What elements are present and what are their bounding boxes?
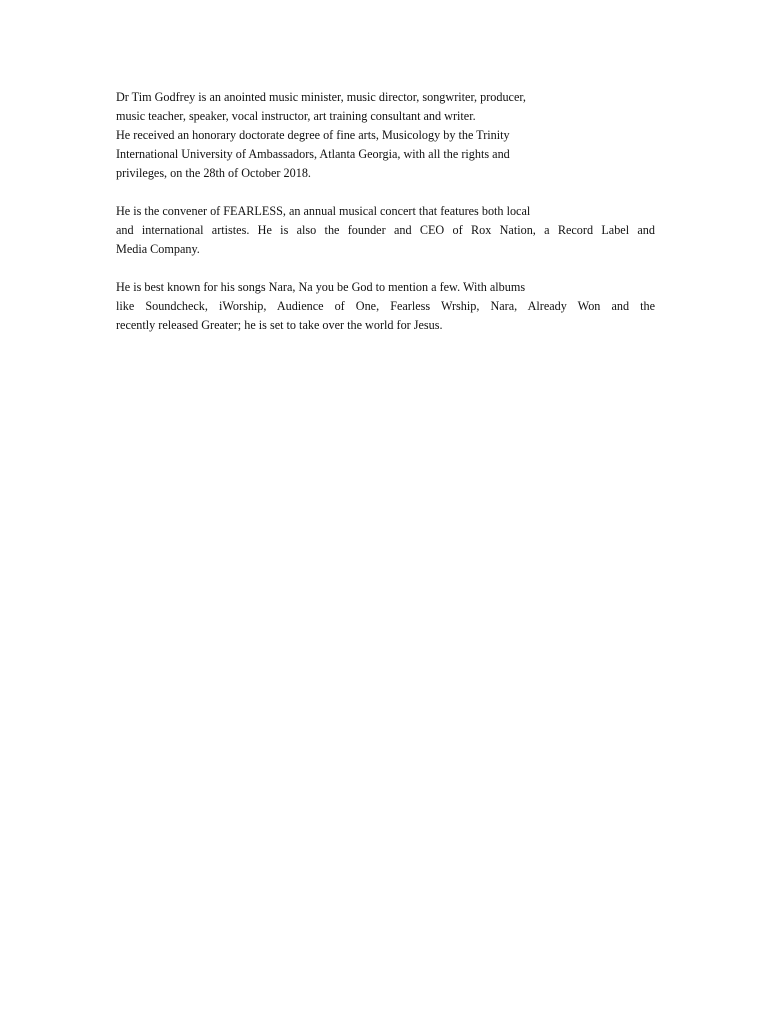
text-line: He is the convener of FEARLESS, an annual musical concert that features both local — [116, 204, 531, 218]
text-line: music teacher, speaker, vocal instructor, art training consultant and writer. — [116, 109, 476, 123]
text-line: like Soundcheck, iWorship, Audience of One, Fearless Wrship, Nara, Already Won and the — [116, 299, 655, 313]
document-body — [116, 88, 655, 354]
paragraph-bio — [116, 88, 655, 183]
paragraph-fearless — [116, 202, 655, 259]
text-line: Media Company. — [116, 242, 200, 256]
text-line: He received an honorary doctorate degree of fine arts, Musicology by the Trinity — [116, 128, 510, 142]
text-line: International University of Ambassadors, Atlanta Georgia, with all the rights and — [116, 147, 510, 161]
paragraph-songs — [116, 278, 655, 335]
text-line: He is best known for his songs Nara, Na you be God to mention a few. With albums — [116, 280, 526, 294]
text-line: recently released Greater; he is set to take over the world for Jesus. — [116, 318, 443, 332]
text-line: privileges, on the 28th of October 2018. — [116, 166, 311, 180]
text-line: and international artistes. He is also the founder and CEO of Rox Nation, a Record Label and — [116, 223, 655, 237]
text-line: Dr Tim Godfrey is an anointed music minister, music director, songwriter, producer, — [116, 90, 526, 104]
